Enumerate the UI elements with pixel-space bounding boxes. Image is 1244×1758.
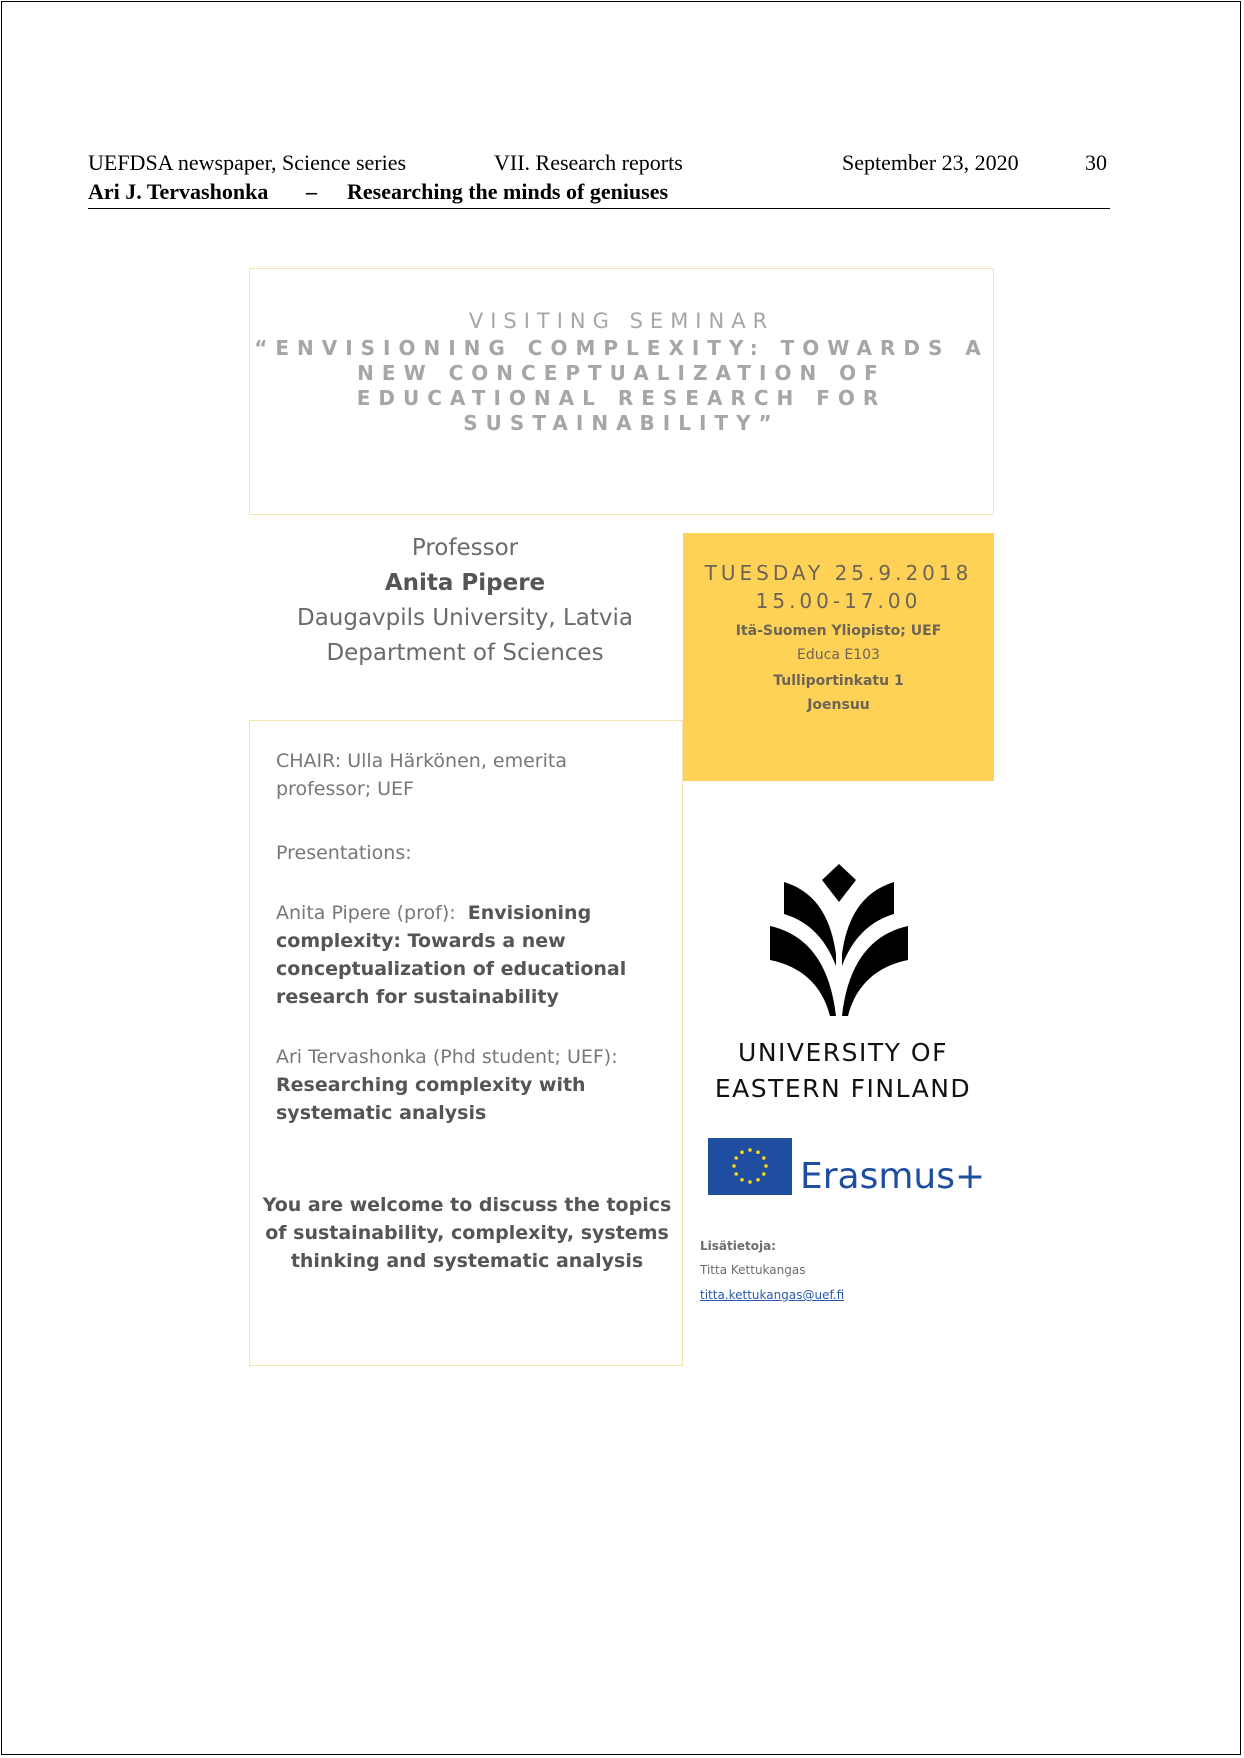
program-box [249,720,683,1366]
contact-heading: Lisätietoja: [700,1239,776,1253]
talk-1-speaker: Anita Pipere (prof): [276,902,456,924]
talk-2-speaker: Ari Tervashonka (Phd student; UEF): [276,1046,618,1068]
event-details-box [683,533,994,781]
header-dash: – [306,179,317,204]
talk-1-title-first: Envisioning [467,902,592,924]
erasmus-plus-logo: Erasmus+ [800,1156,986,1197]
event-street: Tulliportinkatu 1 [773,673,904,689]
journal-name: UEFDSA newspaper, Science series [88,150,407,175]
speaker-role: Professor [411,535,519,561]
talk-2 [276,1043,671,1127]
presentations-label: Presentations: [276,842,412,864]
page-number: 30 [1085,150,1107,175]
talk-1 [276,899,671,1011]
uef-name-line1: UNIVERSITY OF [738,1038,948,1067]
speaker-university: Daugavpils University, Latvia [296,605,634,631]
seminar-title-line: “ENVISIONING COMPLEXITY: TOWARDS A [254,336,989,360]
section-name: VII. Research reports [494,150,683,175]
event-date: TUESDAY 25.9.2018 [704,561,973,585]
event-time: 15.00-17.00 [755,589,922,613]
issue-date: September 23, 2020 [842,150,1019,175]
welcome-message: You are welcome to discuss the topics of sustainability, complexity, systems thinking and systematic analysis [262,1194,672,1272]
event-room: Educa E103 [797,647,880,663]
talk-1-title: complexity: Towards a new conceptualization of educational research for sustainability [276,930,627,1008]
article-author: Ari J. Tervashonka [88,179,269,204]
uef-name-line2: EASTERN FINLAND [714,1074,972,1103]
uef-leaf-logo-icon [770,862,908,1018]
seminar-title-box [249,268,994,515]
event-city: Joensuu [807,697,870,713]
header-rule [88,208,1110,209]
seminar-title-line: EDUCATIONAL RESEARCH FOR [356,386,887,410]
seminar-title-line: SUSTAINABILITY” [463,411,780,435]
chair-line: CHAIR: Ulla Härkönen, emerita [276,750,567,772]
contact-name: Titta Kettukangas [700,1263,806,1277]
contact-email-link[interactable]: titta.kettukangas@uef.fi [700,1288,845,1302]
eu-flag-icon [708,1138,792,1195]
chair-text [276,747,671,803]
chair-line: professor; UEF [276,778,414,800]
talk-2-title: Researching complexity with systematic analysis [276,1074,586,1124]
event-venue: Itä-Suomen Yliopisto; UEF [735,623,942,639]
seminar-title-line: NEW CONCEPTUALIZATION OF [357,361,886,385]
speaker-department: Department of Sciences [326,640,604,666]
seminar-label: VISITING SEMINAR [468,309,775,333]
speaker-name: Anita Pipere [384,570,546,596]
article-title: Researching the minds of geniuses [347,179,669,204]
